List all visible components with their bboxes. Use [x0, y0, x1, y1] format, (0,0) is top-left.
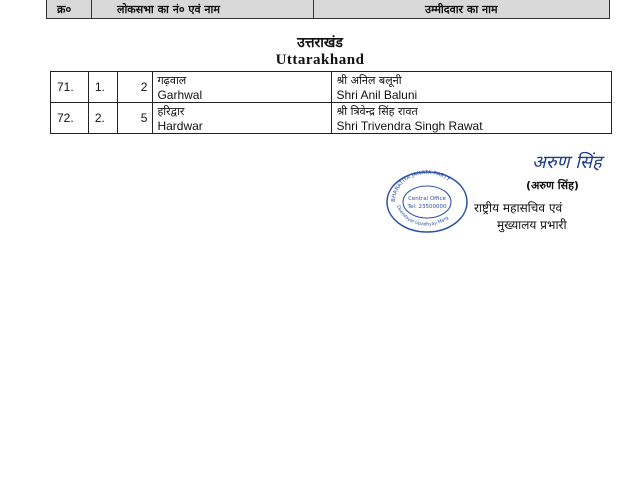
constituency-english: Garhwal: [157, 88, 203, 102]
candidate-cell: [332, 72, 612, 103]
serial-cell: 71.: [51, 72, 89, 103]
serial-header: क्र०: [57, 3, 72, 16]
stamp-inner-ring: [403, 186, 451, 218]
header-divider: [313, 0, 314, 18]
serial-cell: 72.: [51, 103, 89, 134]
signatory-designation-line2: मुख्यालय प्रभारी: [497, 218, 567, 232]
table-row: [51, 103, 612, 134]
candidate-table: [50, 71, 612, 134]
constituency-hindi: गढ़वाल: [157, 74, 187, 87]
stamp-office-text: Central Office: [408, 196, 446, 202]
constituency-english: Hardwar: [157, 119, 203, 133]
candidate-cell: [332, 103, 612, 134]
state-serial-cell: 2.: [88, 103, 117, 134]
state-serial-cell: 1.: [88, 72, 117, 103]
state-title-hindi: उत्तराखंड: [297, 35, 343, 51]
candidate-hindi: श्री अनिल बलूनी: [336, 74, 402, 87]
table-row: [51, 72, 612, 103]
seat-number-cell: 2: [117, 72, 153, 103]
party-stamp: [385, 170, 469, 234]
constituency-cell: [153, 72, 332, 103]
stamp-address-text: Deendayal Upadhyay Marg: [395, 204, 450, 228]
signature: अरुण सिंह: [532, 152, 602, 173]
candidate-hindi: श्री त्रिवेन्द्र सिंह रावत: [336, 105, 418, 118]
signatory-name: (अरुण सिंह): [526, 179, 579, 192]
signatory-designation: राष्ट्रीय महासचिव एवं: [474, 201, 563, 215]
seat-number-cell: 5: [117, 103, 153, 134]
state-title-english: Uttarakhand: [275, 52, 365, 68]
table-header-row: [46, 0, 610, 19]
constituency-cell: [153, 103, 332, 134]
stamp-tel-text: Tel: 23500000: [407, 204, 447, 210]
candidate-header: उम्मीदवार का नाम: [425, 3, 498, 16]
candidate-english: Shri Trivendra Singh Rawat: [336, 119, 483, 133]
header-divider: [91, 0, 92, 18]
lok-sabha-header: लोकसभा का नं० एवं नाम: [117, 3, 220, 16]
constituency-hindi: हरिद्वार: [157, 105, 185, 118]
candidate-english: Shri Anil Baluni: [336, 88, 418, 102]
stamp-party-text: BHARATIYA JANATA PARTY: [390, 170, 451, 203]
